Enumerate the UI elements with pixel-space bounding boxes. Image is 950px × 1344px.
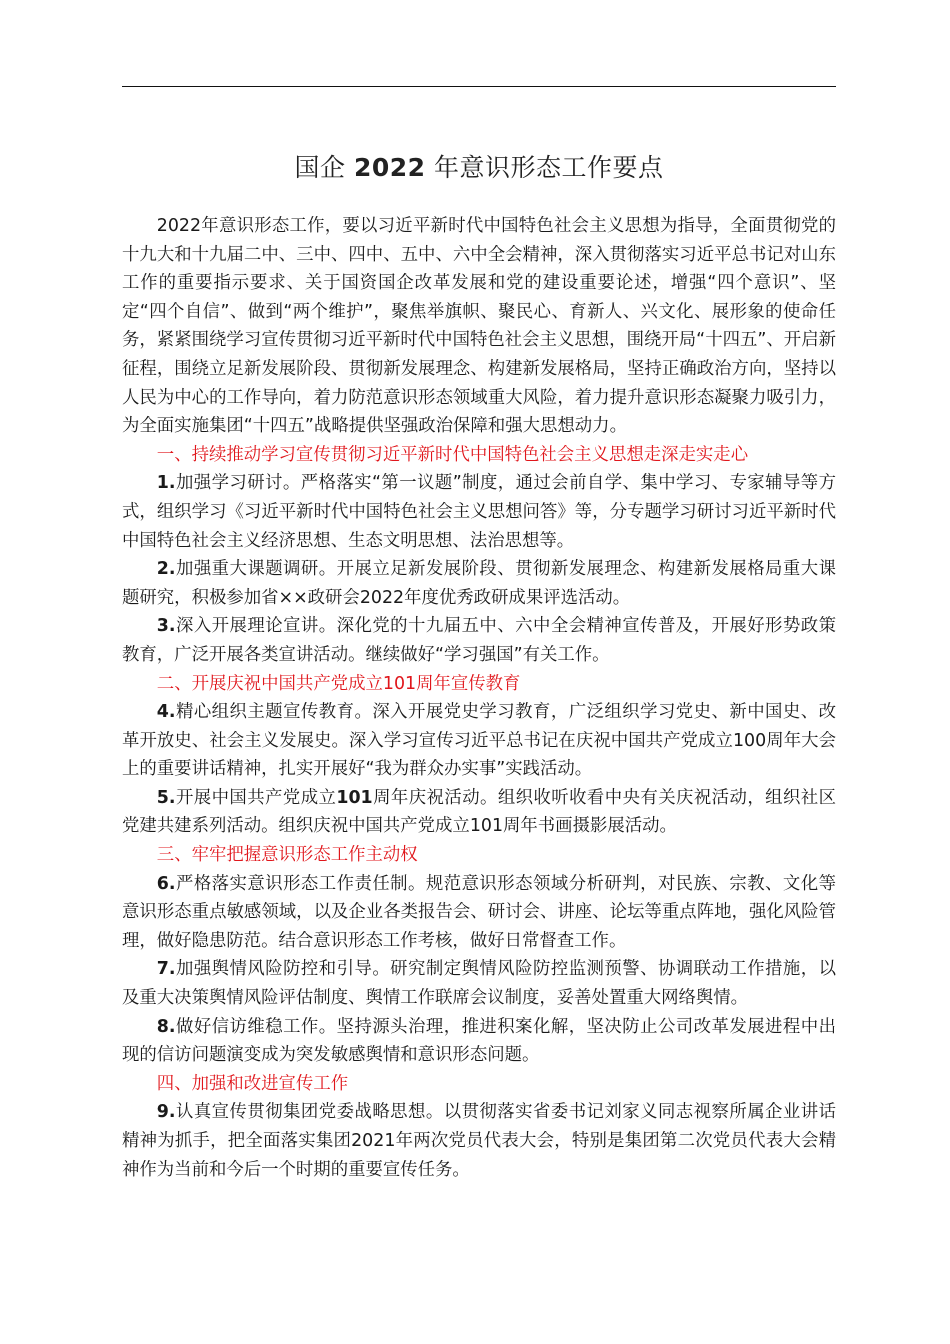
item-9-text: 认真宣传贯彻集团党委战略思想。以贯彻落实省委书记刘家义同志视察所属企业讲话精神为抓手，把全面落实集团2021年两次党员代表大会，特别是集团第二次党员代表大会精神作为当前和今后一个时期的重要宣传任务。	[122, 1102, 836, 1180]
section-heading-4: 四、加强和改进宣传工作	[156, 1073, 349, 1094]
section-heading-2: 二、开展庆祝中国共产党成立101周年宣传教育	[156, 673, 521, 694]
item-5-lead: 开展中国共产党成立	[175, 787, 337, 808]
item-5-bold: 101	[336, 787, 373, 808]
item-3	[122, 612, 836, 669]
item-1-text: 加强学习研讨。严格落实“第一议题”制度，通过会前自学、集中学习、专家辅导等方式，组织学习《习近平新时代中国特色社会主义思想问答》等，分专题学习研讨习近平新时代中国特色社会主义经济思想、生态文明思想、法治思想等。	[122, 473, 836, 551]
page-title	[122, 150, 836, 186]
item-4-number: 4.	[156, 702, 176, 723]
document-body	[122, 212, 836, 1184]
item-5	[122, 784, 836, 841]
item-8	[122, 1013, 836, 1070]
item-6-text: 严格落实意识形态工作责任制。规范意识形态领域分析研判，对民族、宗教、文化等意识形态重点敏感领域，以及企业各类报告会、研讨会、讲座、论坛等重点阵地，强化风险管理，做好隐患防范。结合意识形态工作考核，做好日常督查工作。	[122, 873, 836, 951]
item-6	[122, 870, 836, 956]
item-6-number: 6.	[156, 873, 176, 894]
item-7-text: 加强舆情风险防控和引导。研究制定舆情风险防控监测预警、协调联动工作措施，以及重大决策舆情风险评估制度、舆情工作联席会议制度，妥善处置重大网络舆情。	[122, 959, 836, 1009]
title-suffix: 年意识形态工作要点	[434, 153, 664, 182]
item-2-number: 2.	[156, 559, 176, 580]
item-1-number: 1.	[156, 473, 176, 494]
item-8-number: 8.	[156, 1016, 176, 1037]
item-5-number: 5.	[156, 787, 176, 808]
item-4	[122, 698, 836, 784]
item-7	[122, 955, 836, 1012]
item-4-text: 精心组织主题宣传教育。深入开展党史学习教育，广泛组织学习党史、新中国史、改革开放史、社会主义发展史。深入学习宣传习近平总书记在庆祝中国共产党成立100周年大会上的重要讲话精神，扎实开展好“我为群众办实事”实践活动。	[122, 702, 836, 780]
item-9-number: 9.	[156, 1102, 176, 1123]
section-heading-3: 三、牢牢把握意识形态工作主动权	[156, 845, 418, 866]
item-2	[122, 555, 836, 612]
item-2-text: 加强重大课题调研。开展立足新发展阶段、贯彻新发展理念、构建新发展格局重大课题研究，积极参加省××政研会2022年度优秀政研成果评选活动。	[122, 559, 836, 608]
intro-paragraph: 2022年意识形态工作，要以习近平新时代中国特色社会主义思想为指导，全面贯彻党的十九大和十九届二中、三中、四中、五中、六中全会精神，深入贯彻落实习近平总书记对山东工作的重要指示要求、关于国资国企改革发展和党的建设重要论述，增强“四个意识”、坚定“四个自信”、做到“两个维护”，聚焦举旗帜、聚民心、育新人、兴文化、展形象的使命任务，紧紧围绕学习宣传贯彻习近平新时代中国特色社会主义思想，围绕开局“十四五”、开启新征程，围绕立足新发展阶段、贯彻新发展理念、构建新发展格局，坚持正确政治方向，坚持以人民为中心的工作导向，着力防范意识形态领域重大风险，着力提升意识形态凝聚力吸引力，为全面实施集团“十四五”战略提供坚强政治保障和强大思想动力。	[122, 216, 836, 437]
section-heading-1: 一、持续推动学习宣传贯彻习近平新时代中国特色社会主义思想走深走实走心	[156, 444, 749, 465]
item-8-text: 做好信访维稳工作。坚持源头治理，推进积案化解，坚决防止公司改革发展进程中出现的信访问题演变成为突发敏感舆情和意识形态问题。	[122, 1016, 836, 1066]
header-rule	[122, 86, 836, 87]
item-5-rest: 周年庆祝活动。组织收听收看中央有关庆祝活动，组织社区党建共建系列活动。组织庆祝中国共产党成立101周年书画摄影展活动。	[122, 787, 836, 837]
item-3-text: 深入开展理论宣讲。深化党的十九届五中、六中全会精神宣传普及，开展好形势政策教育，广泛开展各类宣讲活动。继续做好“学习强国”有关工作。	[122, 616, 836, 665]
title-prefix: 国企	[294, 153, 346, 182]
item-3-number: 3.	[156, 616, 176, 637]
item-9	[122, 1098, 836, 1184]
title-year: 2022	[353, 153, 426, 182]
item-1	[122, 469, 836, 555]
item-7-number: 7.	[156, 959, 176, 980]
